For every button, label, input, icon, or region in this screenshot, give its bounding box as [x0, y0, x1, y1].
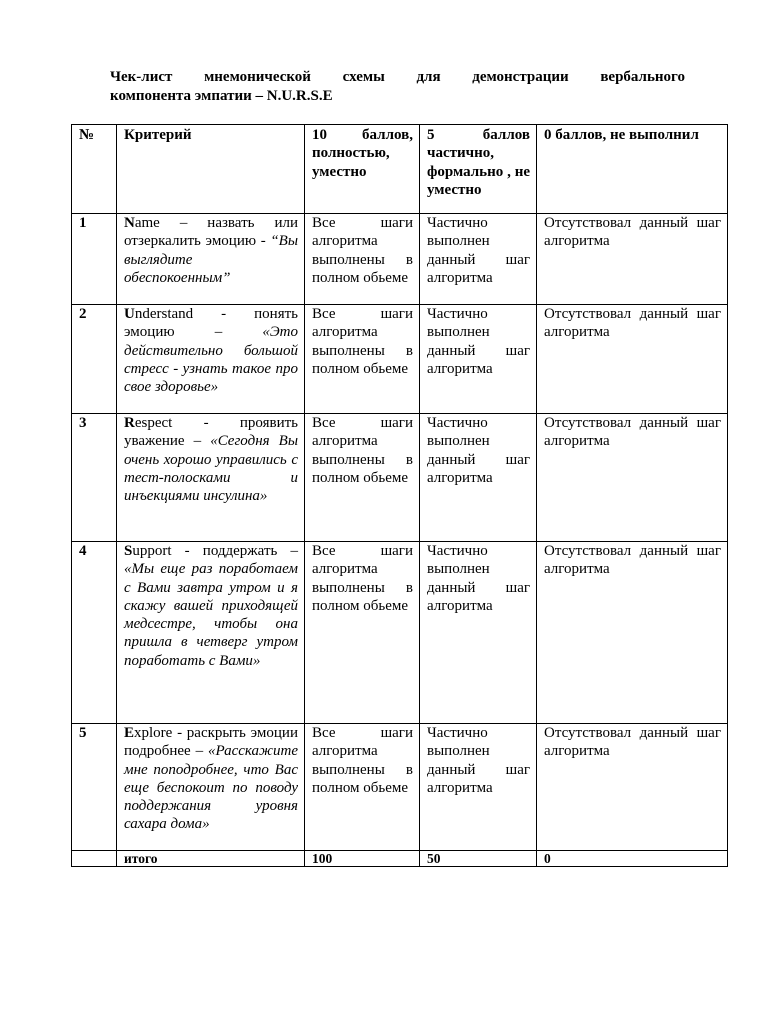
- criterion-text: ame – назвать или отзеркалить эмоцию -: [124, 215, 298, 250]
- row-criterion: [117, 542, 305, 724]
- criterion-example: «Мы еще раз поработаем с Вами завтра утром и я скажу вашей приходящей медсестре, чтобы она пришла в четверг утром поработать с Вами»: [124, 561, 298, 669]
- header-number: №: [72, 125, 117, 214]
- table-total-row: [72, 851, 728, 867]
- criterion-text: upport - поддержать –: [132, 543, 298, 559]
- criterion-initial: U: [124, 306, 135, 322]
- total-score-10: 100: [305, 851, 420, 867]
- row-score-10: Все шаги алгоритма выполнены в полном обьеме: [305, 724, 420, 851]
- row-number: 1: [72, 214, 117, 305]
- row-score-5: Частично выполнен данный шаг алгоритма: [420, 214, 537, 305]
- table-row: [72, 724, 728, 851]
- row-score-5: Частично выполнен данный шаг алгоритма: [420, 414, 537, 542]
- table-row: [72, 542, 728, 724]
- title-line-2: компонента эмпатии – N.U.R.S.E: [110, 88, 333, 104]
- row-score-10: Все шаги алгоритма выполнены в полном обьеме: [305, 414, 420, 542]
- total-score-0: 0: [537, 851, 728, 867]
- row-criterion: [117, 214, 305, 305]
- total-label: итого: [117, 851, 305, 867]
- row-score-10: Все шаги алгоритма выполнены в полном обьеме: [305, 542, 420, 724]
- row-criterion: [117, 724, 305, 851]
- criterion-initial: S: [124, 543, 133, 559]
- table-header-row: [72, 125, 728, 214]
- total-score-5: 50: [420, 851, 537, 867]
- criterion-text: nderstand - понять эмоцию –: [124, 306, 298, 341]
- row-score-5: Частично выполнен данный шаг алгоритма: [420, 305, 537, 414]
- nurse-checklist-table: [71, 124, 728, 867]
- criterion-example: «Расскажите мне поподробнее, что Вас еще беспокоит по поводу поддержания уровня сахара дома»: [124, 743, 298, 833]
- row-score-0: Отсутствовал данный шаг алгоритма: [537, 724, 728, 851]
- row-score-0: Отсутствовал данный шаг алгоритма: [537, 214, 728, 305]
- table-row: [72, 414, 728, 542]
- row-number: 3: [72, 414, 117, 542]
- header-score-5: 5 баллов частично, формально , не уместно: [420, 125, 537, 214]
- criterion-initial: N: [124, 215, 135, 231]
- table-row: [72, 305, 728, 414]
- title-line-1: Чек-лист мнемонической схемы для демонстрации вербального: [110, 69, 685, 85]
- row-score-10: Все шаги алгоритма выполнены в полном обьеме: [305, 214, 420, 305]
- document-title: [110, 68, 685, 106]
- row-number: 5: [72, 724, 117, 851]
- row-number: 2: [72, 305, 117, 414]
- row-score-0: Отсутствовал данный шаг алгоритма: [537, 542, 728, 724]
- row-score-5: Частично выполнен данный шаг алгоритма: [420, 542, 537, 724]
- criterion-text: xplore - раскрыть эмоции подробнее –: [124, 725, 298, 760]
- criterion-initial: E: [124, 725, 135, 741]
- criterion-text: espect - проявить уважение –: [124, 415, 298, 450]
- criterion-example: «Это действительно большой стресс - узнать такое про свое здоровье»: [124, 324, 298, 396]
- row-criterion: [117, 305, 305, 414]
- criterion-initial: R: [124, 415, 135, 431]
- header-criterion: Критерий: [117, 125, 305, 214]
- criterion-example: «Сегодня Вы очень хорошо управились с тест-полосками и инъекциями инсулина»: [124, 433, 298, 505]
- criterion-example: “Вы выглядите обеспокоенным”: [124, 233, 298, 286]
- row-score-0: Отсутствовал данный шаг алгоритма: [537, 414, 728, 542]
- row-score-10: Все шаги алгоритма выполнены в полном обьеме: [305, 305, 420, 414]
- row-score-0: Отсутствовал данный шаг алгоритма: [537, 305, 728, 414]
- total-number: [72, 851, 117, 867]
- row-number: 4: [72, 542, 117, 724]
- row-score-5: Частично выполнен данный шаг алгоритма: [420, 724, 537, 851]
- table-row: [72, 214, 728, 305]
- row-criterion: [117, 414, 305, 542]
- header-score-10: 10 баллов, полностью, уместно: [305, 125, 420, 214]
- header-score-0: 0 баллов, не выполнил: [537, 125, 728, 214]
